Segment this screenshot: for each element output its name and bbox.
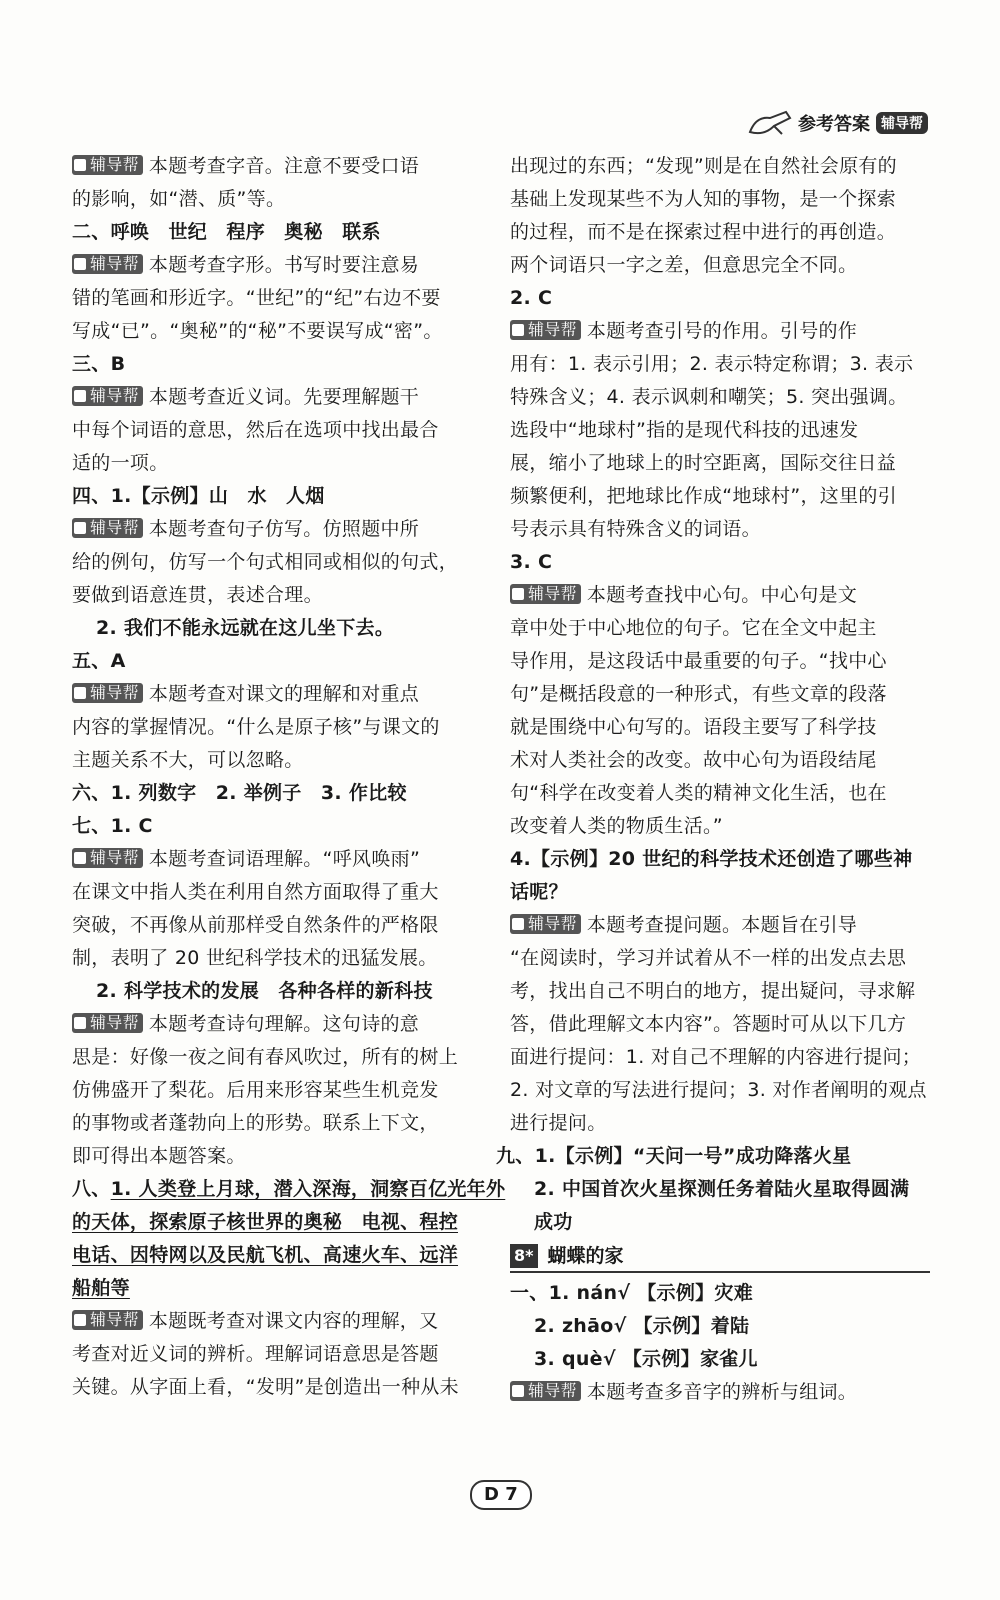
text-line: 本题考查提问题。本题旨在引导 — [586, 914, 858, 936]
answer-text: 成功 — [534, 1211, 573, 1233]
text-line: 本题考查引号的作用。引号的作 — [586, 320, 858, 342]
answer-text: 电话、因特网以及民航飞机、高速火车、远洋 — [72, 1244, 459, 1266]
text-line: 即可得出本题答案。 — [72, 1145, 246, 1167]
book-icon — [74, 1314, 86, 1326]
answer-text: 4.【示例】20 世纪的科学技术还创造了哪些神 — [510, 848, 913, 870]
text-line: 章中处于中心地位的句子。它在全文中起主 — [510, 617, 877, 639]
text-line: 的影响，如“潜、质”等。 — [72, 188, 286, 210]
answer-text: 2. zhāo√ 【示例】着陆 — [534, 1315, 750, 1337]
text-line: 突破，不再像从前那样受自然条件的严格限 — [72, 914, 439, 936]
text-line: 句“科学在改变着人类的精神文化生活，也在 — [510, 782, 887, 804]
text-line: 导作用，是这段话中最重要的句子。“找中心 — [510, 650, 887, 672]
text-line: 内容的掌握情况。“什么是原子核”与课文的 — [72, 716, 440, 738]
left-column — [72, 150, 506, 1404]
header-title: 参考答案 — [798, 114, 870, 135]
text-line: 本题既考查对课文内容的理解，又 — [148, 1310, 439, 1332]
text-line: “在阅读时，学习并试着从不一样的出发点去思 — [510, 947, 907, 969]
answer-text: 3. què√ 【示例】家雀儿 — [534, 1348, 758, 1370]
text-line: 句”是概括段意的一种形式，有些文章的段落 — [510, 683, 887, 705]
text-line: 本题考查找中心句。中心句是文 — [586, 584, 858, 606]
book-icon — [74, 390, 86, 402]
tag-badge: 辅导帮 — [72, 386, 143, 406]
text-line: 本题考查对课文的理解和对重点 — [148, 683, 420, 705]
tag-badge: 辅导帮 — [72, 518, 143, 538]
text-line: 主题关系不大，可以忽略。 — [72, 749, 304, 771]
text-line: 本题考查字形。书写时要注意易 — [148, 254, 420, 276]
text-line: 本题考查词语理解。“呼风唤雨” — [148, 848, 421, 870]
book-icon — [74, 522, 86, 534]
answer-text: 五、A — [72, 650, 126, 672]
text-line: 就是围绕中心句写的。语段主要写了科学技 — [510, 716, 877, 738]
answer-text: 七、1. C — [72, 815, 153, 837]
book-icon — [74, 258, 86, 270]
text-line: 本题考查近义词。先要理解题干 — [148, 386, 420, 408]
answer-text: 2. 我们不能永远就在这儿坐下去。 — [96, 617, 395, 639]
header-badge: 辅导帮 — [876, 112, 928, 134]
text-line: 考，找出自己不明白的地方，提出疑问，寻求解 — [510, 980, 916, 1002]
text-line: 中每个词语的意思，然后在选项中找出最合 — [72, 419, 439, 441]
answer-text: 九、1.【示例】“天问一号”成功降落火星 — [496, 1145, 852, 1167]
answer-text: 一、1. nán√ 【示例】灾难 — [510, 1282, 754, 1304]
text-line: 本题考查多音字的辨析与组词。 — [586, 1381, 858, 1403]
text-line: 适的一项。 — [72, 452, 169, 474]
book-icon — [512, 588, 524, 600]
answer-text: 2. 科学技术的发展 各种各样的新科技 — [96, 980, 433, 1002]
text-line: 本题考查字音。注意不要受口语 — [148, 155, 420, 177]
text-line: 进行提问。 — [510, 1112, 607, 1134]
text-line: 术对人类社会的改变。故中心句为语段结尾 — [510, 749, 877, 771]
tag-badge: 辅导帮 — [72, 155, 143, 175]
text-line: 错的笔画和形近字。“世纪”的“纪”右边不要 — [72, 287, 441, 309]
page-header — [746, 108, 928, 138]
text-line: 改变着人类的物质生活。” — [510, 815, 723, 837]
answer-text: 四、1.【示例】山 水 人烟 — [72, 485, 325, 507]
text-line: 出现过的东西；“发现”则是在自然社会原有的 — [510, 155, 897, 177]
answer-text: 六、1. 列数字 2. 举例子 3. 作比较 — [72, 782, 407, 804]
lesson-number: 8* — [510, 1244, 538, 1268]
answer-text: 2. 中国首次火星探测任务着陆火星取得圆满 — [534, 1178, 910, 1200]
text-line: 给的例句，仿写一个句式相同或相似的句式， — [72, 551, 459, 573]
text-line: 选段中“地球村”指的是现代科技的迅速发 — [510, 419, 859, 441]
answer-text: 船舶等 — [72, 1277, 130, 1299]
book-icon — [512, 1385, 524, 1397]
text-line: 制，表明了 20 世纪科学技术的迅猛发展。 — [72, 947, 438, 969]
tag-badge: 辅导帮 — [72, 683, 143, 703]
tag-badge: 辅导帮 — [72, 1013, 143, 1033]
book-icon — [74, 1017, 86, 1029]
tag-badge: 辅导帮 — [510, 584, 581, 604]
answer-text: 三、B — [72, 353, 126, 375]
tag-badge: 辅导帮 — [510, 320, 581, 340]
text-line: 关键。从字面上看，“发明”是创造出一种从未 — [72, 1376, 459, 1398]
text-line: 基础上发现某些不为人知的事物，是一个探索 — [510, 188, 897, 210]
text-line: 两个词语只一字之差，但意思完全不同。 — [510, 254, 858, 276]
book-icon — [512, 324, 524, 336]
text-line: 考查对近义词的辨析。理解词语意思是答题 — [72, 1343, 439, 1365]
text-line: 特殊含义；4. 表示讽刺和嘲笑；5. 突出强调。 — [510, 386, 908, 408]
answer-text: 话呢？ — [510, 881, 568, 903]
answer-text: 1. 人类登上月球，潜入深海，洞察百亿光年外 — [110, 1178, 506, 1200]
tag-badge: 辅导帮 — [72, 1310, 143, 1330]
right-column — [496, 150, 930, 1409]
text-line: 仿佛盛开了梨花。后用来形容某些生机竞发 — [72, 1079, 439, 1101]
text-line: 要做到语意连贯，表述合理。 — [72, 584, 323, 606]
text-line: 在课文中指人类在利用自然方面取得了重大 — [72, 881, 439, 903]
lesson-heading — [510, 1241, 930, 1273]
answer-text: 2. C — [510, 287, 553, 309]
tag-badge: 辅导帮 — [510, 1381, 581, 1401]
text-line: 2. 对文章的写法进行提问；3. 对作者阐明的观点 — [510, 1079, 927, 1101]
text-line: 本题考查句子仿写。仿照题中所 — [148, 518, 420, 540]
tag-badge: 辅导帮 — [72, 848, 143, 868]
book-icon — [74, 852, 86, 864]
text-line: 的过程，而不是在探索过程中进行的再创造。 — [510, 221, 897, 243]
book-icon — [512, 918, 524, 930]
tag-badge: 辅导帮 — [72, 254, 143, 274]
section-number: 二、 — [72, 221, 111, 243]
page-number: D 7 — [470, 1480, 532, 1510]
text-line: 思是：好像一夜之间有春风吹过，所有的树上 — [72, 1046, 459, 1068]
text-line: 的事物或者蓬勃向上的形势。联系上下文， — [72, 1112, 439, 1134]
book-icon — [74, 687, 86, 699]
lesson-title: 蝴蝶的家 — [547, 1244, 624, 1267]
pencil-icon — [746, 108, 792, 138]
section-number: 八、 — [72, 1178, 111, 1200]
text-line: 用有：1. 表示引用；2. 表示特定称谓；3. 表示 — [510, 353, 914, 375]
text-line: 展，缩小了地球上的时空距离，国际交往日益 — [510, 452, 897, 474]
answer-text: 的天体，探索原子核世界的奥秘 电视、程控 — [72, 1211, 459, 1233]
text-line: 面进行提问：1. 对自己不理解的内容进行提问； — [510, 1046, 922, 1068]
text-line: 频繁便利，把地球比作成“地球村”，这里的引 — [510, 485, 897, 507]
text-line: 写成“已”。“奥秘”的“秘”不要误写成“密”。 — [72, 320, 443, 342]
text-line: 答，借此理解文本内容”。答题时可从以下几方 — [510, 1013, 907, 1035]
text-line: 本题考查诗句理解。这句诗的意 — [148, 1013, 420, 1035]
answer-text: 3. C — [510, 551, 553, 573]
book-icon — [74, 159, 86, 171]
answer-text: 呼唤 世纪 程序 奥秘 联系 — [110, 221, 381, 243]
tag-badge: 辅导帮 — [510, 914, 581, 934]
text-line: 号表示具有特殊含义的词语。 — [510, 518, 761, 540]
